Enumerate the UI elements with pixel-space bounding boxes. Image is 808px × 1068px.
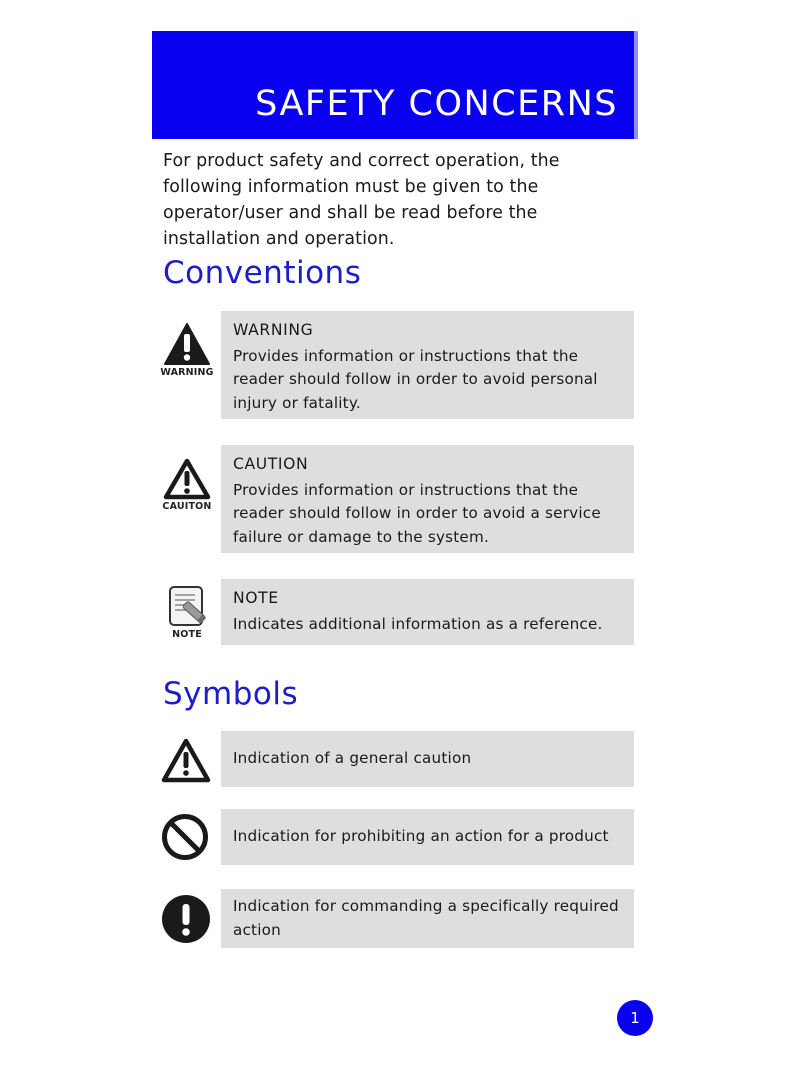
caution-title: CAUTION — [233, 455, 309, 473]
warning-box — [221, 311, 634, 419]
conventions-heading: Conventions — [163, 255, 362, 291]
general-caution-icon — [161, 738, 211, 784]
warning-convention-icon — [162, 322, 212, 378]
general-caution-text: Indication of a general caution — [233, 749, 472, 768]
title-banner — [152, 31, 634, 139]
mandatory-action-text: Indication for commanding a specifically required action — [233, 897, 619, 939]
warning-icon-label: WARNING — [160, 367, 214, 378]
symbols-heading: Symbols — [163, 676, 299, 712]
note-convention-icon — [163, 584, 211, 640]
warning-title: WARNING — [233, 321, 314, 339]
page-title: SAFETY CONCERNS — [255, 84, 618, 124]
note-box — [221, 579, 634, 645]
caution-box — [221, 445, 634, 553]
prohibition-box — [221, 809, 634, 865]
warning-icon — [163, 322, 211, 366]
general-caution-box — [221, 731, 634, 787]
warning-text: Provides information or instructions that the reader should follow in order to avoid personal injury or fatality. — [233, 346, 598, 412]
note-title: NOTE — [233, 589, 279, 607]
note-icon — [164, 584, 210, 628]
prohibition-text: Indication for prohibiting an action for a product — [233, 827, 609, 846]
caution-text: Provides information or instructions that the reader should follow in order to avoid a service failure or damage to the system. — [233, 480, 601, 546]
note-text: Indicates additional information as a reference. — [233, 614, 603, 633]
caution-convention-icon — [162, 458, 212, 512]
note-icon-label: NOTE — [172, 629, 202, 640]
caution-icon — [163, 458, 211, 500]
mandatory-action-icon — [161, 894, 211, 944]
mandatory-action-box — [221, 889, 634, 948]
caution-icon-label: CAUITON — [162, 501, 212, 512]
prohibition-icon — [161, 813, 209, 861]
page-number: 1 — [617, 1000, 653, 1036]
intro-paragraph: For product safety and correct operation, the following information must be given to the operator/user and shall be read before the installation and operation. — [163, 151, 560, 249]
